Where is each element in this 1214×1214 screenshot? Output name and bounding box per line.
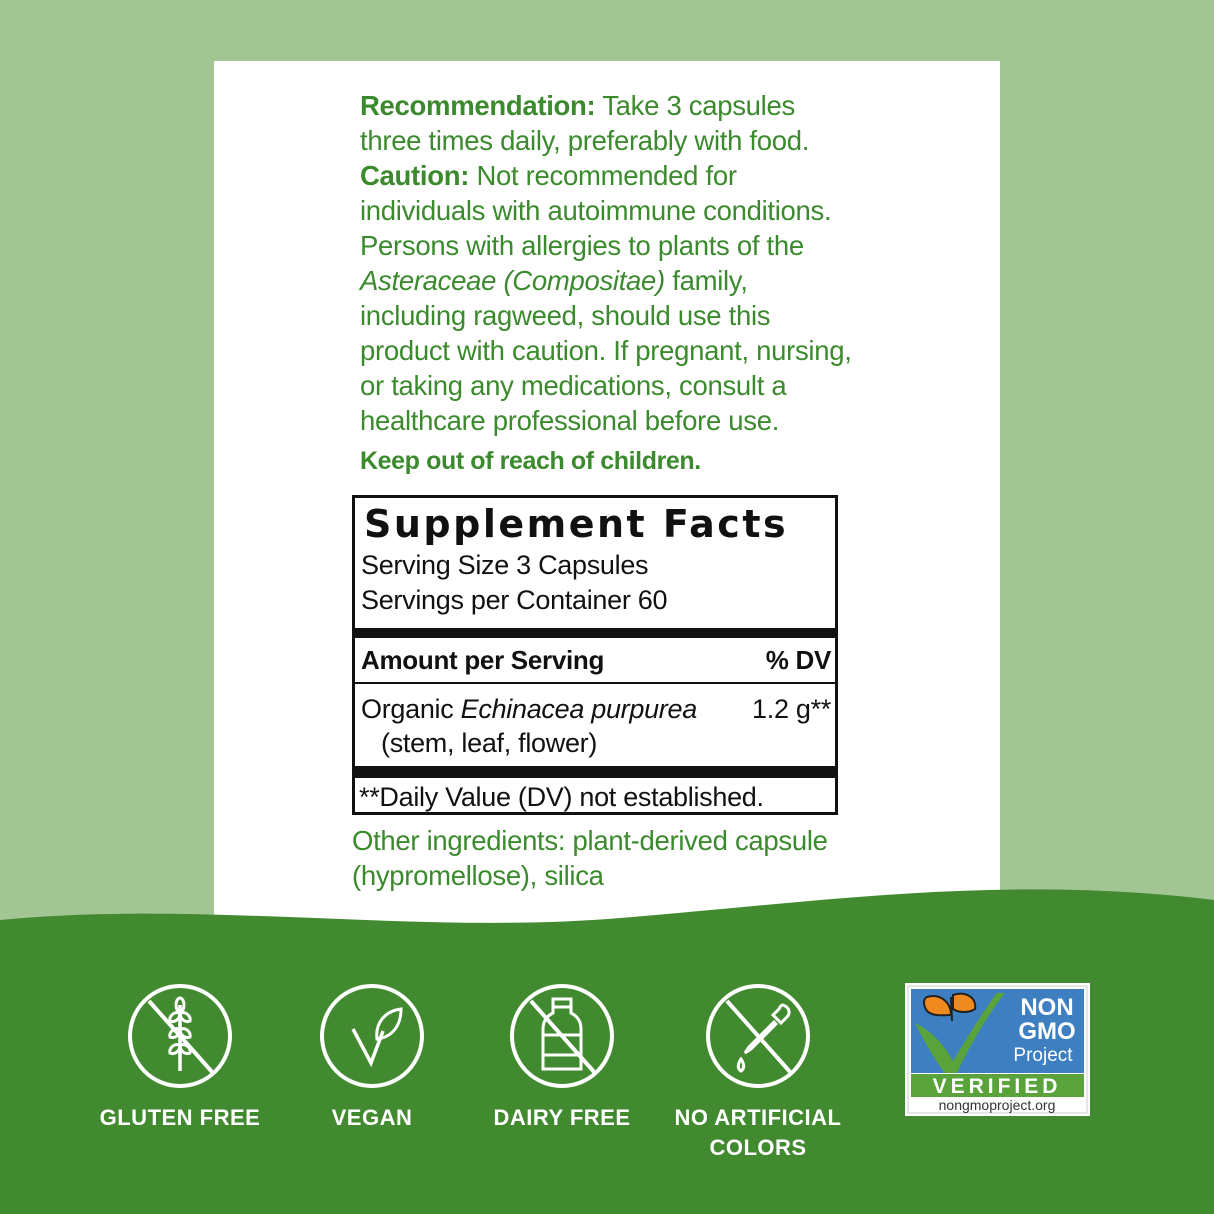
ingredient-row [355, 692, 835, 726]
dairy-free-label: DAIRY FREE [493, 1105, 631, 1130]
nongmo-line1: NON [1020, 994, 1074, 1021]
vegan-badge [272, 983, 472, 1133]
gluten-free-badge [80, 983, 280, 1133]
non-gmo-project-seal [905, 983, 1090, 1116]
supplement-facts-panel [352, 495, 838, 815]
caution-family: Asteraceae (Compositae) [360, 265, 665, 296]
no-artificial-colors-label [658, 1103, 858, 1163]
recommendation-text: Take 3 capsules three times daily, preferably with food. [360, 90, 810, 156]
ingredient-name-cell [361, 692, 697, 726]
divider-thick [355, 628, 835, 638]
caution-text: Not recommended for individuals with autoimmune conditions. Persons with allergies to plants of the [360, 160, 832, 261]
other-ingredients: Other ingredients: plant-derived capsule (hypromellose), silica [352, 825, 828, 891]
dropper-crossed-icon [705, 983, 811, 1089]
non-gmo-butterfly-logo-icon [905, 983, 1090, 1116]
nongmo-line3: Project [1013, 1045, 1073, 1066]
ingredient-prefix: Organic [361, 694, 461, 724]
no-artificial-colors-label-line2: COLORS [709, 1135, 807, 1160]
vegan-label: VEGAN [331, 1105, 413, 1130]
amount-header: Amount per Serving [361, 645, 605, 675]
milk-bottle-crossed-icon [509, 983, 615, 1089]
no-artificial-colors-badge [658, 983, 858, 1163]
footnote: **Daily Value (DV) not established. [359, 782, 764, 812]
nongmo-url: nongmoproject.org [938, 1097, 1056, 1113]
nongmo-verified: VERIFIED [932, 1075, 1062, 1098]
directions-text [360, 88, 860, 479]
amount-header-row [355, 638, 835, 682]
divider-thin [355, 682, 835, 684]
recommendation [360, 88, 860, 158]
ingredient-parts-row [355, 726, 835, 760]
gluten-free-label: GLUTEN FREE [99, 1105, 261, 1130]
servings-per-container: Servings per Container 60 [361, 585, 668, 615]
dairy-free-badge [462, 983, 662, 1133]
serving-size: Serving Size 3 Capsules [361, 550, 649, 580]
caution [360, 158, 860, 438]
ingredient-name: Echinacea purpurea [460, 694, 697, 724]
leaf-icon [319, 983, 425, 1089]
keep-out-warning: Keep out of reach of children. [360, 447, 701, 475]
ingredient-amount: 1.2 g** [752, 694, 831, 724]
wheat-crossed-icon [127, 983, 233, 1089]
nongmo-line2: GMO [1018, 1018, 1076, 1045]
facts-title: Supplement Facts [364, 502, 789, 546]
dv-header: % DV [765, 645, 831, 675]
divider-thick-bottom [355, 766, 835, 778]
recommendation-label: Recommendation: [360, 90, 596, 121]
ingredient-parts: (stem, leaf, flower) [381, 728, 598, 758]
no-artificial-colors-label-line1: NO ARTIFICIAL [674, 1105, 842, 1130]
caution-text-2: family, including ragweed, should use this product with caution. If pregnant, nursing, or taking any medications, consult a healthcare professional before use. [360, 265, 852, 436]
caution-label: Caution: [360, 160, 470, 191]
